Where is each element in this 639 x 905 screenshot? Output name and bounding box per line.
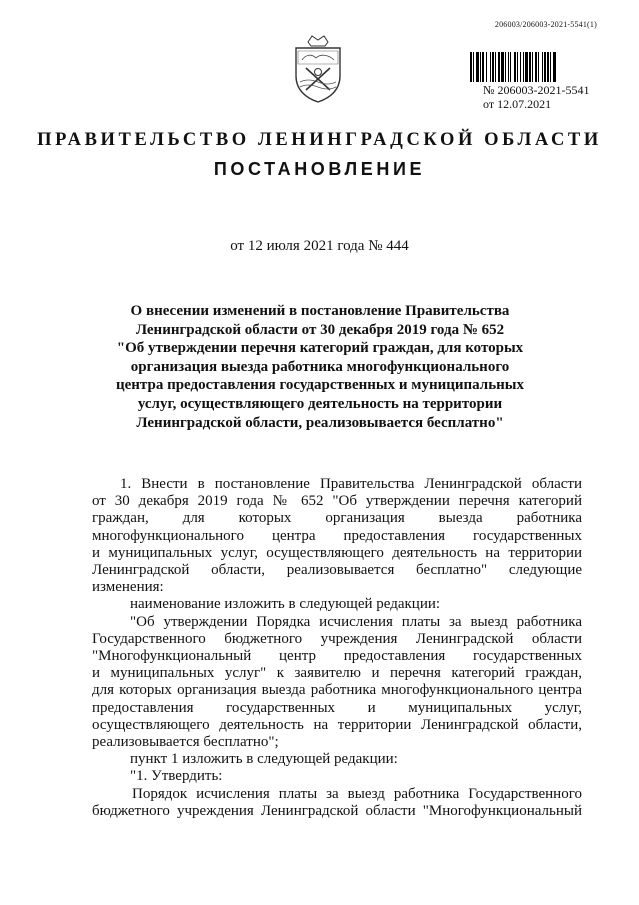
government-name: ПРАВИТЕЛЬСТВО ЛЕНИНГРАДСКОЙ ОБЛАСТИ	[37, 130, 602, 150]
body-line: осуществляющего деятельность на территории Ленинградской области,	[92, 716, 582, 733]
subject-line: Ленинградской области, реализовывается бесплатно"	[136, 414, 504, 431]
subject-line: организация выезда работника многофункционального	[130, 358, 510, 375]
body-line: реализовывается бесплатно";	[92, 734, 279, 751]
body-line: "1. Утвердить:	[130, 768, 223, 785]
body-line: бюджетного учреждения Ленинградской области "Многофункциональный	[92, 802, 582, 819]
body-line: изменения:	[92, 579, 164, 596]
decree-subject	[90, 302, 550, 432]
subject-line: услуг, осуществляющего деятельность на территории	[137, 395, 503, 412]
body-line: многофункционального центра предоставления государственных	[92, 527, 582, 544]
body-line: и муниципальных услуг, осуществляющего деятельность на территории	[92, 544, 582, 561]
subject-line: центра предоставления государственных и муниципальных	[115, 377, 525, 394]
registration-date: от 12.07.2021	[483, 97, 552, 111]
subject-line: Ленинградской области от 30 декабря 2019 года № 652	[135, 321, 505, 338]
body-line: от 30 декабря 2019 года № 652 "Об утверждении перечня категорий	[92, 493, 582, 510]
body-line: и муниципальных услуг" к заявителю и перечня категорий граждан,	[92, 665, 582, 682]
body-line: граждан, для которых организация выезда работника	[92, 510, 582, 527]
registration-number: № 206003-2021-5541	[483, 83, 590, 97]
body-line: Государственного бюджетного учреждения Ленинградской области	[92, 630, 582, 647]
registration-block	[483, 83, 589, 111]
body-line: Ленинградской области, реализовывается бесплатно" следующие	[92, 562, 582, 579]
body-line: наименование изложить в следующей редакции:	[130, 596, 441, 613]
barcode	[470, 52, 592, 82]
body-line: "Многофункциональный центр предоставления государственных	[92, 648, 582, 665]
body-line: предоставления государственных и муниципальных услуг,	[92, 699, 582, 716]
subject-line: "Об утверждении перечня категорий граждан, для которых	[116, 340, 524, 357]
coat-of-arms-icon	[288, 32, 348, 104]
decree-date-number: от 12 июля 2021 года № 444	[230, 238, 409, 254]
body-line: для которых организация выезда работника многофункционального центра	[92, 682, 582, 699]
decree-body	[92, 476, 582, 820]
document-type: ПОСТАНОВЛЕНИЕ	[213, 159, 426, 179]
body-line: "Об утверждении Порядка исчисления платы за выезд работника	[130, 613, 582, 630]
document-id: 206003/206003-2021-5541(1)	[494, 20, 597, 29]
subject-line: О внесении изменений в постановление Правительства	[130, 303, 510, 319]
body-line: 1. Внести в постановление Правительства Ленинградской области	[120, 476, 582, 492]
body-line: Порядок исчисления платы за выезд работника Государственного	[132, 785, 582, 802]
body-line: пункт 1 изложить в следующей редакции:	[130, 751, 398, 768]
